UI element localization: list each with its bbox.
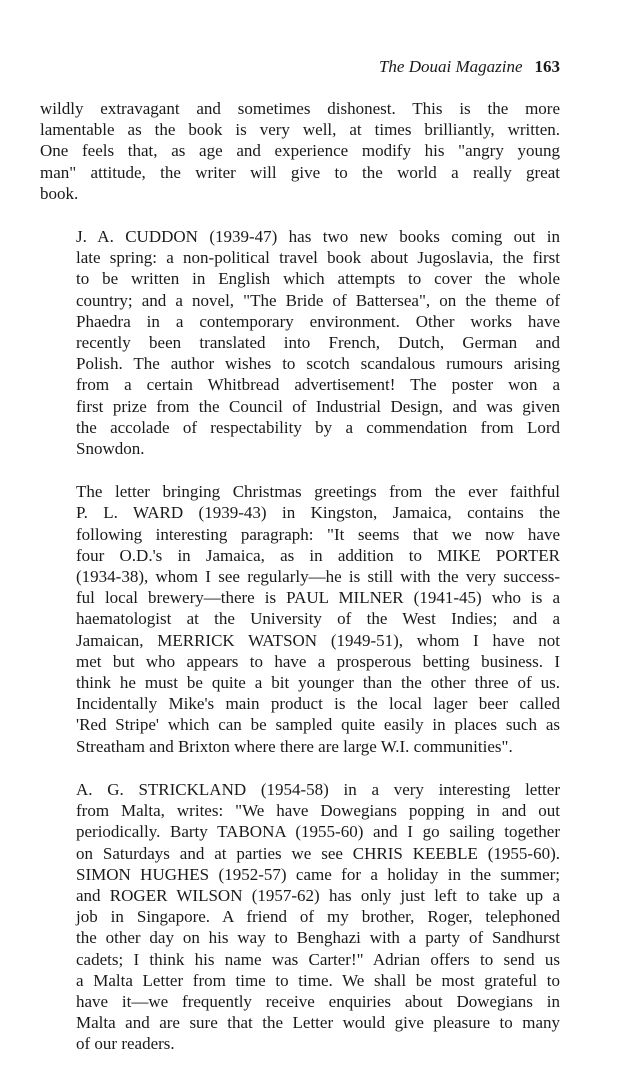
text-line: think he must be quite a bit younger than the other three of us. xyxy=(76,673,560,693)
text-line: cadets; I think his name was Carter!" Adrian offers to send us xyxy=(76,949,560,969)
text-line: following interesting paragraph: "It seems that we now have xyxy=(76,524,560,544)
text-line: J. A. CUDDON (1939-47) has two new books coming out in xyxy=(76,227,560,247)
paragraph xyxy=(40,98,560,204)
text-line: SIMON HUGHES (1952-57) came for a holiday in the summer; xyxy=(76,864,560,884)
text-line: Jamaican, MERRICK WATSON (1949-51), whom I have not xyxy=(76,630,560,650)
text-line: late spring: a non-political travel book about Jugoslavia, the first xyxy=(76,248,560,268)
text-line: lamentable as the book is very well, at times brilliantly, written. xyxy=(40,120,560,140)
magazine-page xyxy=(40,54,560,1077)
text-line: have it—we frequently receive enquiries about Dowegians in xyxy=(76,991,560,1011)
text-line: Snowdon. xyxy=(76,439,145,459)
page-number: 163 xyxy=(534,57,560,76)
article-body xyxy=(40,98,560,1055)
text-line: wildly extravagant and sometimes dishonest. This is the more xyxy=(40,99,560,118)
text-line: man" attitude, the writer will give to the world a really great xyxy=(40,162,560,182)
text-line: P. L. WARD (1939-43) in Kingston, Jamaica, contains the xyxy=(76,503,560,523)
text-line: haematologist at the University of the West Indies; and a xyxy=(76,609,560,629)
text-line: Malta and are sure that the Letter would give pleasure to many xyxy=(76,1013,560,1033)
text-line: Streatham and Brixton where there are large W.I. communities". xyxy=(76,736,513,756)
text-line: Incidentally Mike's main product is the local lager beer called xyxy=(76,694,560,714)
text-line: first prize from the Council of Industrial Design, and was given xyxy=(76,396,560,416)
paragraph xyxy=(40,481,560,757)
text-line: The letter bringing Christmas greetings from the ever faithful xyxy=(76,482,560,502)
text-line: on Saturdays and at parties we see CHRIS KEEBLE (1955-60). xyxy=(76,843,560,863)
running-header xyxy=(40,54,560,80)
text-line: met but who appears to have a prosperous betting business. I xyxy=(76,651,560,671)
text-line: ful local brewery—there is PAUL MILNER (1941-45) who is a xyxy=(76,588,560,608)
text-line: to be written in English which attempts to cover the whole xyxy=(76,269,560,289)
text-line: from Malta, writes: "We have Dowegians popping in and out xyxy=(76,801,560,821)
text-line: recently been translated into French, Dutch, German and xyxy=(76,333,560,353)
text-line: 'Red Stripe' which can be sampled quite easily in places such as xyxy=(76,715,560,735)
magazine-title: The Douai Magazine xyxy=(378,57,523,76)
text-line: job in Singapore. A friend of my brother, Roger, telephoned xyxy=(76,907,560,927)
text-line: from a certain Whitbread advertisement! The poster won a xyxy=(76,375,560,395)
text-line: Polish. The author wishes to scotch scandalous rumours arising xyxy=(76,354,560,374)
text-line: of our readers. xyxy=(76,1034,175,1054)
text-line: four O.D.'s in Jamaica, as in addition to MIKE PORTER xyxy=(76,545,560,565)
text-line: the other day on his way to Benghazi with a party of Sandhurst xyxy=(76,928,560,948)
text-line: country; and a novel, "The Bride of Battersea", on the theme of xyxy=(76,290,560,310)
text-line: and ROGER WILSON (1957-62) has only just left to take up a xyxy=(76,885,560,905)
text-line: a Malta Letter from time to time. We shall be most grateful to xyxy=(76,970,560,990)
paragraph xyxy=(40,226,560,459)
text-line: One feels that, as age and experience modify his "angry young xyxy=(40,141,560,161)
text-line: book. xyxy=(40,183,79,203)
paragraph xyxy=(40,779,560,1055)
text-line: Phaedra in a contemporary environment. Other works have xyxy=(76,311,560,331)
text-line: periodically. Barty TABONA (1955-60) and I go sailing together xyxy=(76,822,560,842)
text-line: the accolade of respectability by a commendation from Lord xyxy=(76,417,560,437)
text-line: A. G. STRICKLAND (1954-58) in a very interesting letter xyxy=(76,779,560,799)
text-line: (1934-38), whom I see regularly—he is still with the very success- xyxy=(76,567,560,587)
